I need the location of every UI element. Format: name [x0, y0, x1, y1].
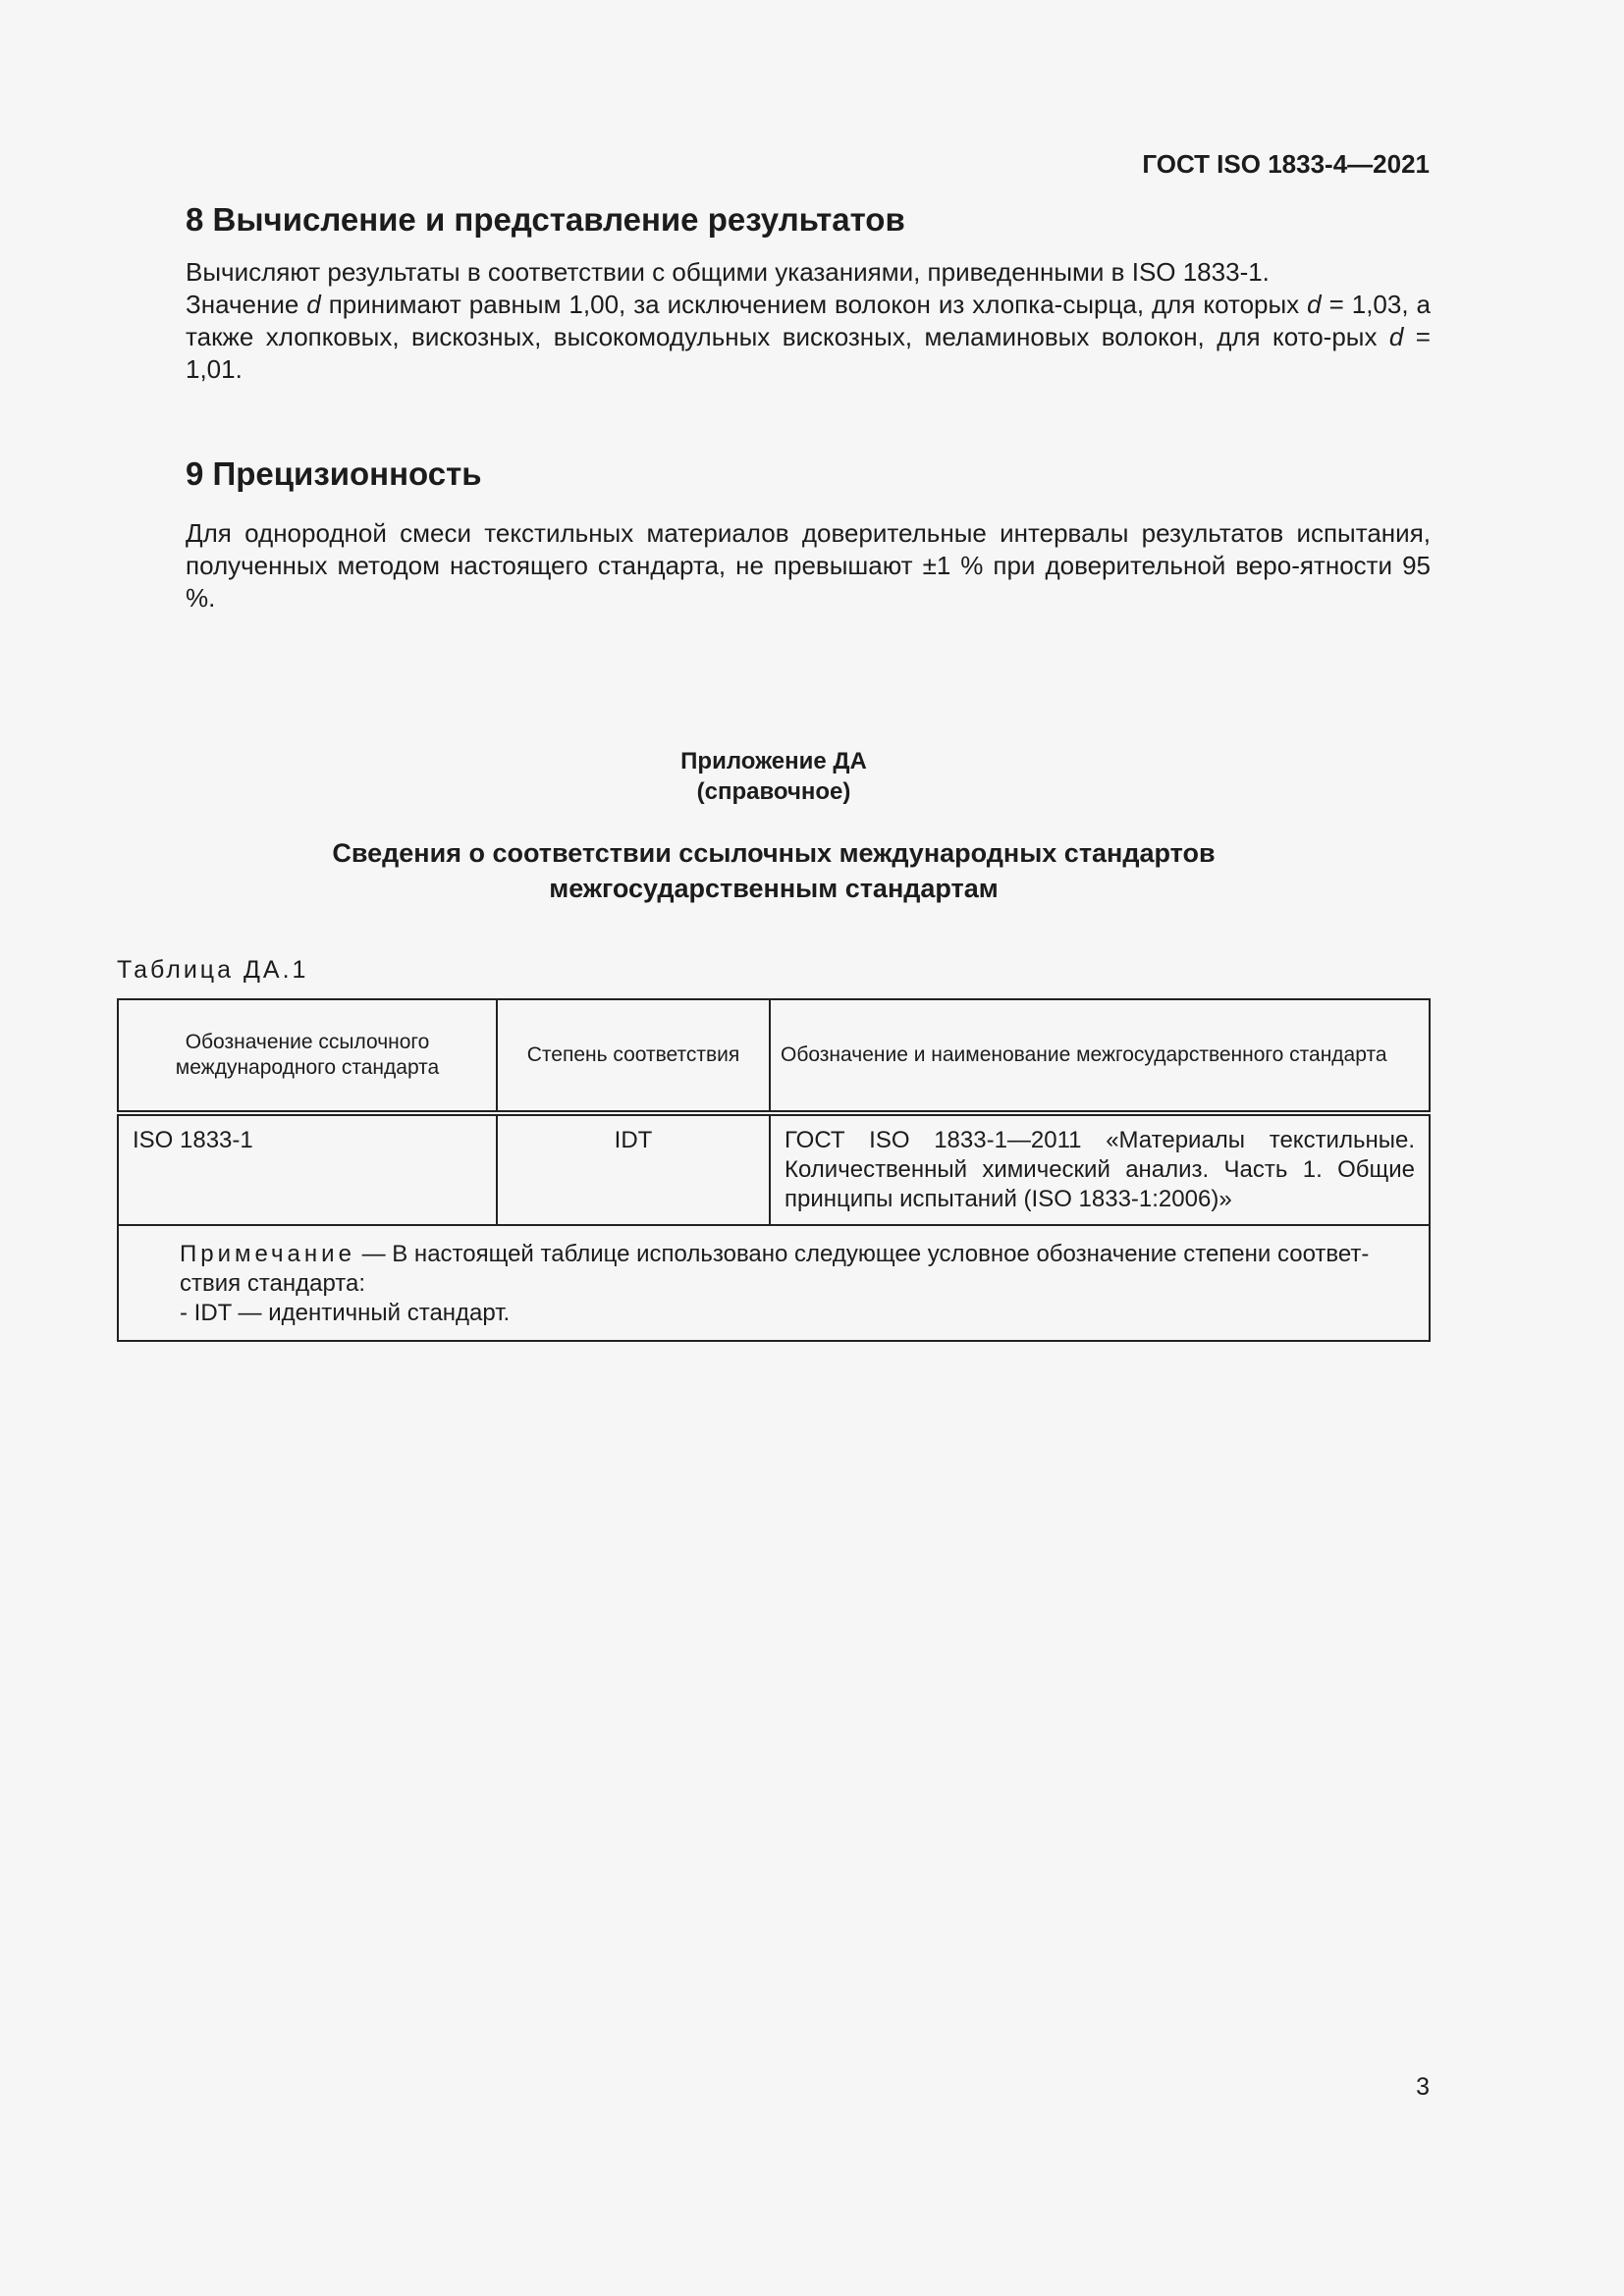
header-degree: Степень соответствия	[497, 999, 770, 1113]
table-note	[118, 1225, 1430, 1341]
header-national-standard: Обозначение и наименование межгосударственного стандарта	[770, 999, 1430, 1113]
note-list-item: - IDT — идентичный стандарт.	[180, 1300, 511, 1326]
appendix-header	[117, 746, 1431, 807]
appendix-title	[117, 835, 1431, 906]
section-8-body	[117, 256, 1431, 386]
section-8-paragraph-2: Значение d принимают равным 1,00, за исключением волокон из хлопка-сырца, для которых d = 1,03, а также хлопковых, вискозных, высокомодульных вискозных, меламиновых волокон, для кото-рых d = 1,01.	[186, 290, 1432, 384]
table-note-row	[118, 1225, 1430, 1341]
document-code: ГОСТ ISO 1833-4—2021	[1142, 149, 1430, 179]
section-9-heading: 9 Прецизионность	[186, 455, 482, 492]
appendix-title-line-1: Сведения о соответствии ссылочных международных стандартов	[332, 838, 1216, 868]
table-header-row	[118, 999, 1430, 1113]
section-8-paragraph-1: Вычисляют результаты в соответствии с общими указаниями, приведенными в ISO 1833-1.	[186, 257, 1270, 287]
correspondence-table	[117, 998, 1431, 1342]
cell-degree: IDT	[497, 1113, 770, 1225]
section-8-heading: 8 Вычисление и представление результатов	[186, 201, 905, 238]
appendix-label: Приложение ДА	[680, 748, 867, 774]
page-number: 3	[1416, 2073, 1430, 2101]
table-caption: Таблица ДА.1	[117, 956, 309, 984]
header-ref-standard: Обозначение ссылочного международного стандарта	[118, 999, 497, 1113]
cell-ref-standard: ISO 1833-1	[118, 1113, 497, 1225]
appendix-type: (справочное)	[696, 778, 851, 805]
appendix-title-line-2: межгосударственным стандартам	[549, 874, 999, 903]
section-9-body	[117, 517, 1431, 614]
table-row	[118, 1113, 1430, 1225]
note-text: Примечание — В настоящей таблице использовано следующее условное обозначение степени соответ-ствия стандарта:	[180, 1241, 1370, 1297]
section-9-paragraph-1: Для однородной смеси текстильных материалов доверительные интервалы результатов испытания, полученных методом настоящего стандарта, не превышают ±1 % при доверительной веро-ятности 95 %.	[186, 518, 1431, 613]
cell-national-standard: ГОСТ ISO 1833-1—2011 «Материалы текстильные. Количественный химический анализ. Часть 1. Общие принципы испытаний (ISO 1833-1:2006)»	[770, 1113, 1430, 1225]
note-label: Примечание	[180, 1241, 355, 1267]
